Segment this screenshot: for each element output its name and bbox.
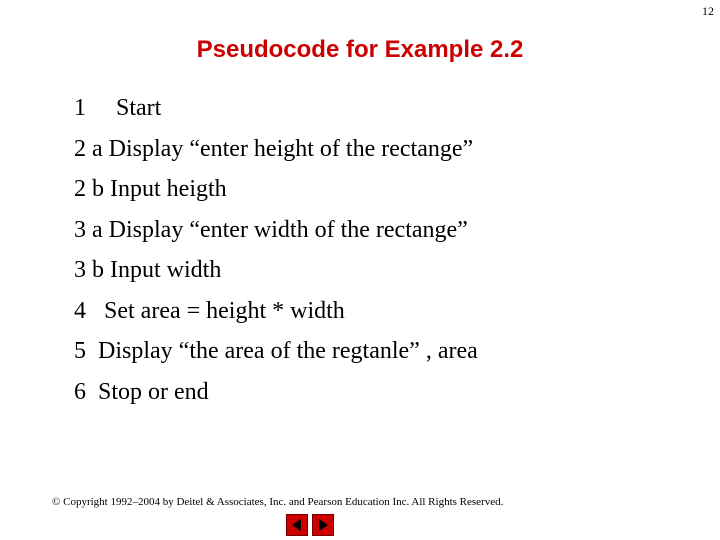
pseudocode-step: 5 Display “the area of the regtanle” , area bbox=[68, 338, 478, 364]
pseudocode-step: 2 a Display “enter height of the rectange” bbox=[68, 135, 474, 162]
triangle-left-icon bbox=[290, 518, 304, 532]
slide-title: Pseudocode for Example 2.2 bbox=[196, 36, 524, 63]
pseudocode-step: 1 Start bbox=[68, 95, 162, 121]
pseudocode-step: 3 b Input width bbox=[68, 257, 222, 283]
slide-navigation bbox=[286, 514, 334, 536]
copyright-notice: © Copyright 1992–2004 by Deitel & Associates, Inc. and Pearson Education Inc. All Rights Reserved. bbox=[52, 496, 504, 508]
pseudocode-step: 6 Stop or end bbox=[68, 378, 209, 405]
previous-slide-button[interactable] bbox=[286, 514, 308, 536]
next-slide-button[interactable] bbox=[312, 514, 334, 536]
pseudocode-step: 4 Set area = height * width bbox=[68, 297, 345, 324]
pseudocode-step: 2 b Input heigth bbox=[68, 176, 227, 202]
pseudocode-step: 3 a Display “enter width of the rectange” bbox=[68, 216, 468, 243]
page-number: 12 bbox=[702, 4, 714, 18]
pseudocode-steps bbox=[68, 88, 478, 412]
triangle-right-icon bbox=[316, 518, 330, 532]
